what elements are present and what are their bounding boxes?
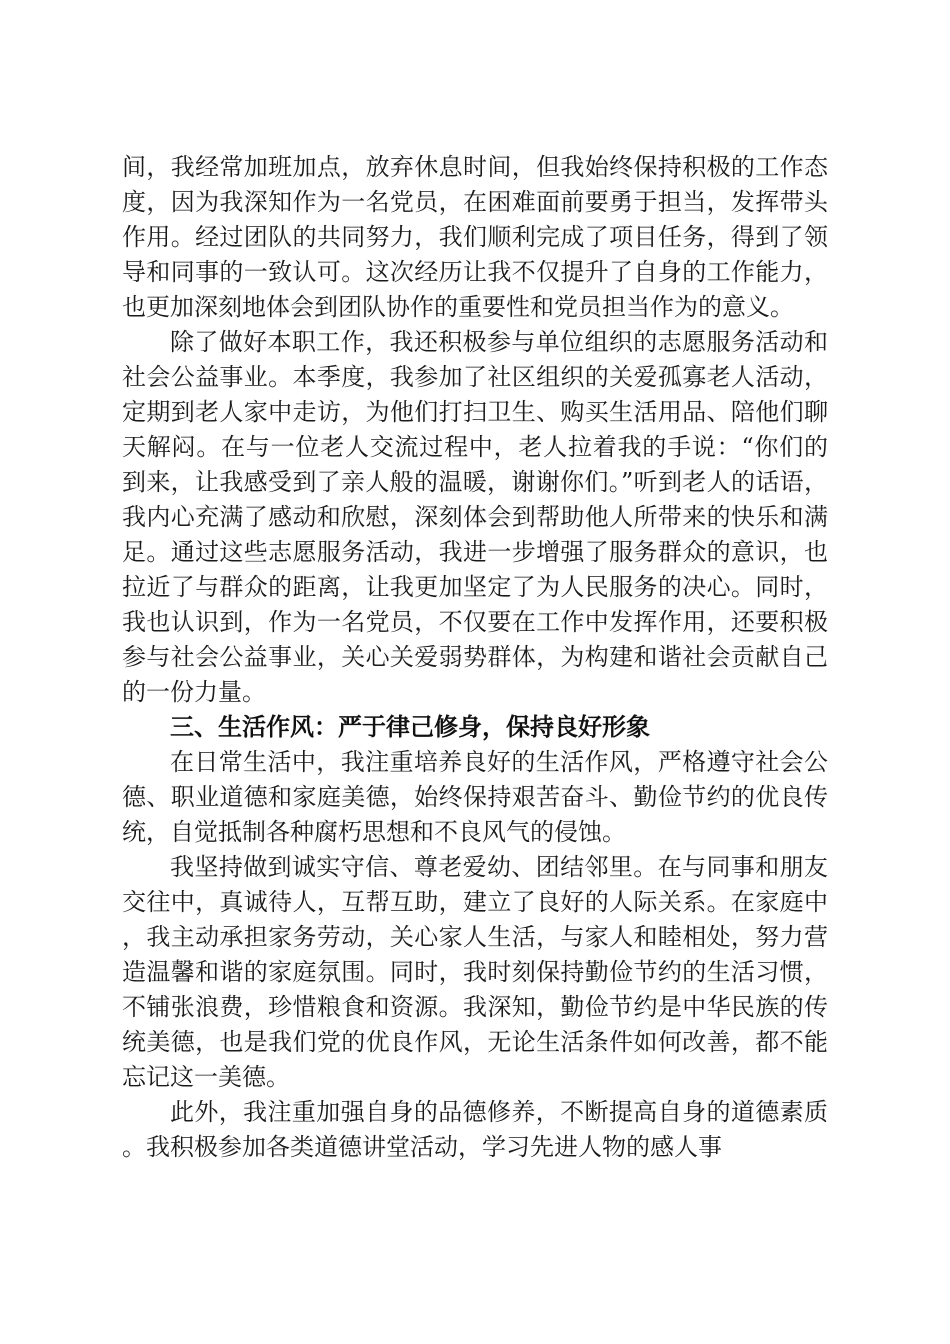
paragraph-moral-cultivation: 此外，我注重加强自身的品德修养，不断提高自身的道德素质。我积极参加各类道德讲堂活动，学习先进人物的感人事 [122, 1098, 828, 1161]
paragraph-volunteer-service: 除了做好本职工作，我还积极参与单位组织的志愿服务活动和社会公益事业。本季度，我参加了社区组织的关爱孤寡老人活动，定期到老人家中走访，为他们打扫卫生、购买生活用品、陪他们聊天解闷。在与一位老人交流过程中，老人拉着我的手说：“你们的到来，让我感受到了亲人般的温暖，谢谢你们。”听到老人的话语，我内心充满了感动和欣慰，深刻体会到帮助他人所带来的快乐和满足。通过这些志愿服务活动，我进一步增强了服务群众的意识，也拉近了与群众的距离，让我更加坚定了为人民服务的决心。同时，我也认识到，作为一名党员，不仅要在工作中发挥作用，还要积极参与社会公益事业，关心关爱弱势群体，为构建和谐社会贡献自己的一份力量。 [122, 328, 828, 706]
document-body [122, 150, 828, 1165]
paragraph-continuation: 间，我经常加班加点，放弃休息时间，但我始终保持积极的工作态度，因为我深知作为一名党员，在困难面前要勇于担当，发挥带头作用。经过团队的共同努力，我们顺利完成了项目任务，得到了领导和同事的一致认可。这次经历让我不仅提升了自身的工作能力，也更加深刻地体会到团队协作的重要性和党员担当作为的意义。 [122, 153, 828, 321]
paragraph-integrity-family: 我坚持做到诚实守信、尊老爱幼、团结邻里。在与同事和朋友交往中，真诚待人，互帮互助，建立了良好的人际关系。在家庭中，我主动承担家务劳动，关心家人生活，与家人和睦相处，努力营造温馨和谐的家庭氛围。同时，我时刻保持勤俭节约的生活习惯，不铺张浪费，珍惜粮食和资源。我深知，勤俭节约是中华民族的传统美德，也是我们党的优良作风，无论生活条件如何改善，都不能忘记这一美德。 [122, 853, 828, 1091]
section-heading-lifestyle: 三、生活作风：严于律己修身，保持良好形象 [170, 713, 650, 741]
paragraph-daily-conduct: 在日常生活中，我注重培养良好的生活作风，严格遵守社会公德、职业道德和家庭美德，始终保持艰苦奋斗、勤俭节约的优良传统，自觉抵制各种腐朽思想和不良风气的侵蚀。 [122, 748, 828, 846]
